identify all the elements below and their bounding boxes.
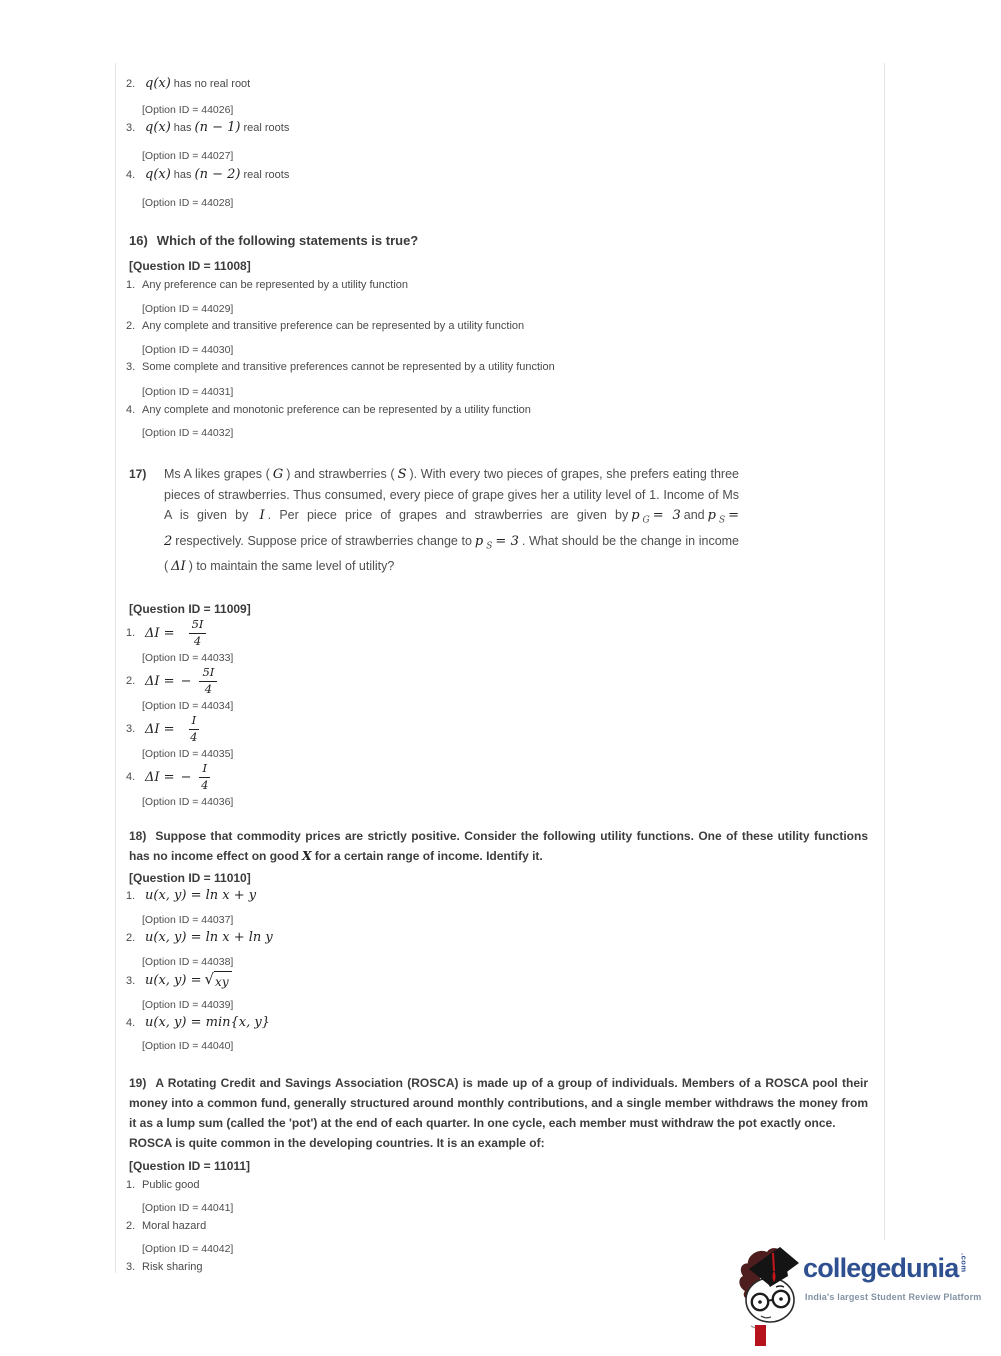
math-expression: G: [272, 467, 284, 482]
math-expression: p: [474, 533, 484, 549]
option-text: Public good: [142, 1179, 200, 1191]
math-expression: q(x): [145, 76, 171, 91]
option-number: 3.: [126, 122, 136, 134]
option-number: 2.: [126, 674, 136, 687]
option-id: [Option ID = 44041]: [142, 1202, 234, 1214]
math-expression: I: [259, 508, 265, 523]
logo-tld-text: .com: [959, 1253, 969, 1273]
paragraph-text: ) and strawberries (: [286, 467, 395, 481]
math-subscript: S: [718, 515, 726, 526]
exam-question-sheet: [115, 63, 885, 1273]
option-row: [126, 618, 868, 648]
paragraph-text: . What should be the change in income (: [164, 533, 740, 573]
paragraph-text: Suppose that commodity prices are strictly positive. Consider the following utility functions. One of these utility functions has no income effect on good: [129, 829, 868, 863]
option-number: 2.: [126, 1220, 136, 1232]
question-19-id: [Question ID = 11011]: [129, 1159, 251, 1173]
question-17-paragraph: [129, 464, 740, 577]
option-text: Risk sharing: [142, 1261, 203, 1273]
option-id: [Option ID = 44042]: [142, 1243, 234, 1255]
fraction-numerator: 5I: [189, 619, 207, 634]
option-number: 4.: [126, 770, 136, 783]
option-text: has: [173, 169, 192, 181]
collegedunia-logo: [735, 1240, 982, 1350]
option-number: 3.: [126, 975, 136, 987]
option-row: [126, 1218, 868, 1235]
fraction-denominator: 4: [193, 633, 202, 648]
question-17-id: [Question ID = 11009]: [129, 602, 251, 616]
option-text: Any complete and transitive preference can be represented by a utility function: [142, 320, 525, 332]
paragraph-text: ). With every two pieces of grapes, she prefers eating three pieces of strawberries. Thus consumed, every piece of grape gives her a utility level of 1. Income of Ms A is given by: [164, 467, 739, 522]
option-number: 1.: [126, 890, 136, 902]
option-number: 3.: [126, 1261, 136, 1273]
option-id: [Option ID = 44039]: [142, 999, 234, 1011]
fraction-numerator: I: [189, 715, 200, 730]
option-id: [Option ID = 44031]: [142, 386, 234, 398]
option-text: Moral hazard: [142, 1220, 207, 1232]
option-id: [Option ID = 44034]: [142, 700, 234, 712]
option-row: [126, 714, 868, 744]
math-expression: = 3: [652, 508, 681, 523]
math-subscript: S: [486, 541, 493, 551]
option-id: [Option ID = 44036]: [142, 796, 234, 808]
logo-tagline: India's largest Student Review Platform: [805, 1292, 982, 1302]
option-row: [126, 666, 868, 696]
option-id: [Option ID = 44038]: [142, 956, 234, 968]
question-19-paragraph: [126, 1073, 868, 1133]
collegedunia-mascot-icon: [737, 1242, 801, 1348]
option-row: [126, 119, 868, 137]
option-text: Any complete and monotonic preference can be represented by a utility function: [142, 404, 531, 416]
math-formula: u(x, y) =: [145, 973, 202, 988]
math-sign: −: [180, 673, 192, 689]
math-sign: −: [180, 769, 192, 785]
option-number: 2.: [126, 932, 136, 944]
question-number: 16): [129, 233, 148, 248]
option-id: [Option ID = 44033]: [142, 652, 234, 664]
logo-brand-row: [803, 1253, 968, 1284]
option-text: has no real root: [173, 78, 251, 90]
option-number: 1.: [126, 626, 136, 639]
fraction-denominator: 4: [201, 777, 209, 792]
math-expression: p: [631, 508, 640, 523]
math-expression: q(x): [145, 120, 171, 135]
option-number: 4.: [126, 169, 136, 181]
fraction-denominator: 4: [204, 681, 213, 696]
option-text: real roots: [243, 169, 290, 181]
math-expression: ΔI =: [145, 625, 175, 641]
option-id: [Option ID = 44027]: [142, 150, 234, 162]
math-expression: = 2: [164, 508, 740, 549]
option-number: 1.: [126, 1179, 136, 1191]
option-row: [126, 971, 868, 991]
option-text: Some complete and transitive preferences cannot be represented by a utility function: [142, 361, 555, 373]
fraction: [186, 619, 210, 647]
question-text: Which of the following statements is true?: [156, 233, 419, 248]
option-number: 4.: [126, 404, 136, 416]
option-row: [126, 1177, 868, 1194]
option-id: [Option ID = 44040]: [142, 1040, 234, 1052]
radical-sign-icon: √: [204, 970, 215, 988]
option-row: [126, 359, 868, 376]
square-root: [204, 971, 231, 991]
option-id: [Option ID = 44026]: [142, 104, 234, 116]
option-row: [126, 166, 868, 184]
math-expression: (n − 1): [194, 120, 241, 135]
option-row: [126, 402, 868, 419]
paragraph-text: . Per piece price of grapes and strawberries are given by: [267, 508, 629, 522]
option-row: [126, 277, 868, 294]
question-16-heading: [126, 233, 868, 248]
radicand: xy: [214, 971, 232, 991]
option-number: 3.: [126, 361, 136, 373]
option-row: [126, 887, 868, 905]
math-expression: = 3: [495, 533, 519, 549]
math-expression: ΔI =: [145, 769, 175, 785]
option-row: [126, 75, 868, 93]
option-id: [Option ID = 44029]: [142, 303, 234, 315]
option-number: 2.: [126, 78, 136, 90]
fraction: [196, 667, 220, 695]
question-16-id: [Question ID = 11008]: [129, 259, 251, 273]
fraction-denominator: 4: [190, 729, 198, 744]
math-expression: S: [397, 467, 407, 482]
question-18-id: [Question ID = 11010]: [129, 871, 251, 885]
math-expression: X: [302, 848, 312, 863]
option-number: 1.: [126, 279, 136, 291]
math-subscript: G: [642, 515, 650, 526]
paragraph-text: for a certain range of income. Identify it.: [314, 849, 543, 863]
option-text: Any preference can be represented by a utility function: [142, 279, 408, 291]
option-number: 3.: [126, 722, 136, 735]
fraction: [186, 715, 203, 743]
fraction-numerator: I: [199, 763, 210, 778]
paragraph-text: and: [683, 508, 705, 522]
question-number: 17): [129, 467, 147, 481]
math-expression: (n − 2): [194, 167, 241, 182]
math-formula: u(x, y) = ln x + ln y: [145, 930, 273, 945]
mascot-body: [755, 1325, 766, 1346]
math-expression: q(x): [145, 167, 171, 182]
math-expression: ΔI =: [145, 673, 175, 689]
question-number: 18): [129, 829, 147, 843]
logo-brand-text: collegedunia: [803, 1253, 959, 1283]
option-row: [126, 318, 868, 335]
question-19-subparagraph: ROSCA is quite common in the developing countries. It is an example of:: [129, 1136, 545, 1150]
paragraph-text: Ms A likes grapes (: [164, 467, 270, 481]
question-number: 19): [129, 1076, 147, 1090]
option-id: [Option ID = 44030]: [142, 344, 234, 356]
option-id: [Option ID = 44028]: [142, 197, 234, 209]
math-expression: ΔI: [171, 559, 186, 574]
math-expression: p: [707, 508, 716, 523]
option-id: [Option ID = 44032]: [142, 427, 234, 439]
fraction: [196, 763, 213, 791]
paragraph-text: A Rotating Credit and Savings Association (ROSCA) is made up of a group of individuals. Members of a ROSCA pool their money into a common fund, generally structured around monthly contributions, and a single member withdraws the money from it as a lump sum (called the 'pot') at the end of each quarter. In one cycle, each member must withdraw the pot exactly once.: [129, 1076, 868, 1130]
option-row: [126, 929, 868, 947]
option-number: 4.: [126, 1017, 136, 1029]
option-number: 2.: [126, 320, 136, 332]
question-18-paragraph: [126, 826, 868, 866]
option-text: has: [173, 122, 192, 134]
option-id: [Option ID = 44035]: [142, 748, 234, 760]
option-row: [126, 1014, 868, 1032]
math-expression: ΔI =: [145, 721, 175, 737]
fraction-numerator: 5I: [199, 667, 217, 682]
math-formula: u(x, y) = ln x + y: [145, 888, 257, 903]
option-row: [126, 762, 868, 792]
paragraph-text: ) to maintain the same level of utility?: [188, 559, 395, 573]
option-text: real roots: [243, 122, 290, 134]
option-id: [Option ID = 44037]: [142, 914, 234, 926]
math-formula: u(x, y) = min{x, y}: [145, 1015, 270, 1030]
paragraph-text: respectively. Suppose price of strawberries change to: [175, 533, 472, 548]
